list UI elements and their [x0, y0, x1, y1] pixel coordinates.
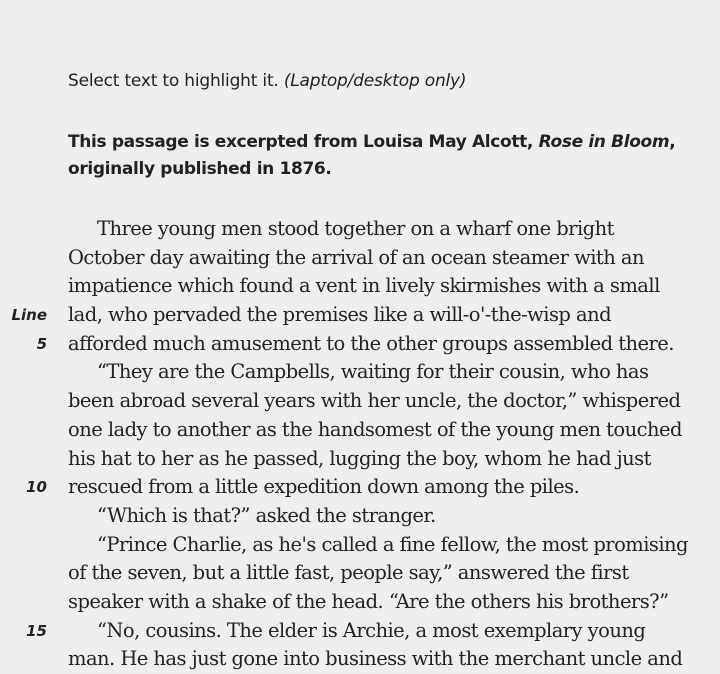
- line-label: Line: [11, 306, 47, 325]
- passage-line: [0, 473, 720, 502]
- passage-line: [0, 445, 720, 474]
- passage-line: [0, 244, 720, 273]
- line-text[interactable]: lad, who pervaded the premises like a will-o'-the-wisp and: [68, 303, 612, 327]
- intro-prefix: This passage is excerpted from Louisa May Alcott,: [68, 132, 534, 152]
- line-text[interactable]: his hat to her as he passed, lugging the boy, whom he had just: [68, 446, 651, 470]
- passage-line: [0, 559, 720, 588]
- passage-line: [0, 645, 720, 674]
- passage-line: [0, 272, 720, 301]
- line-number-10: 10: [26, 478, 47, 497]
- passage-line: [0, 215, 720, 244]
- intro-suffix: , originally published in 1876.: [68, 132, 676, 179]
- passage-line: [0, 617, 720, 646]
- line-text[interactable]: speaker with a shake of the head. “Are the others his brothers?”: [68, 589, 669, 613]
- line-text[interactable]: rescued from a little expedition down among the piles.: [68, 475, 580, 499]
- line-text[interactable]: of the seven, but a little fast, people say,” answered the first: [68, 561, 629, 585]
- passage-intro: [68, 129, 688, 183]
- passage-line: [0, 358, 720, 387]
- passage[interactable]: [0, 215, 720, 674]
- passage-line: [0, 330, 720, 359]
- line-text[interactable]: Three young men stood together on a wharf one bright: [97, 217, 614, 240]
- line-text[interactable]: “No, cousins. The elder is Archie, a most exemplary young: [97, 618, 646, 642]
- instruction-note: (Laptop/desktop only): [283, 71, 467, 91]
- line-text[interactable]: been abroad several years with her uncle, the doctor,” whispered: [68, 389, 681, 413]
- line-text[interactable]: “Which is that?” asked the stranger.: [97, 503, 436, 527]
- line-number-5: 5: [36, 334, 47, 353]
- line-text[interactable]: “They are the Campbells, waiting for their cousin, who has: [97, 360, 649, 384]
- passage-line: [0, 387, 720, 416]
- highlight-instruction: [68, 69, 466, 93]
- line-text[interactable]: man. He has just gone into business with the merchant uncle and: [68, 647, 683, 671]
- passage-line: [0, 531, 720, 560]
- instruction-text: Select text to highlight it.: [68, 71, 279, 91]
- line-text[interactable]: “Prince Charlie, as he's called a fine fellow, the most promising: [97, 532, 688, 556]
- book-title: Rose in Bloom: [538, 132, 670, 152]
- line-number-15: 15: [26, 621, 47, 640]
- line-text[interactable]: afforded much amusement to the other groups assembled there.: [68, 331, 674, 355]
- passage-line: [0, 416, 720, 445]
- passage-line: [0, 502, 720, 531]
- passage-line: [0, 588, 720, 617]
- passage-line: [0, 301, 720, 330]
- line-text[interactable]: October day awaiting the arrival of an ocean steamer with an: [68, 245, 644, 269]
- line-text[interactable]: one lady to another as the handsomest of the young men touched: [68, 417, 682, 441]
- line-text[interactable]: impatience which found a vent in lively skirmishes with a small: [68, 274, 660, 298]
